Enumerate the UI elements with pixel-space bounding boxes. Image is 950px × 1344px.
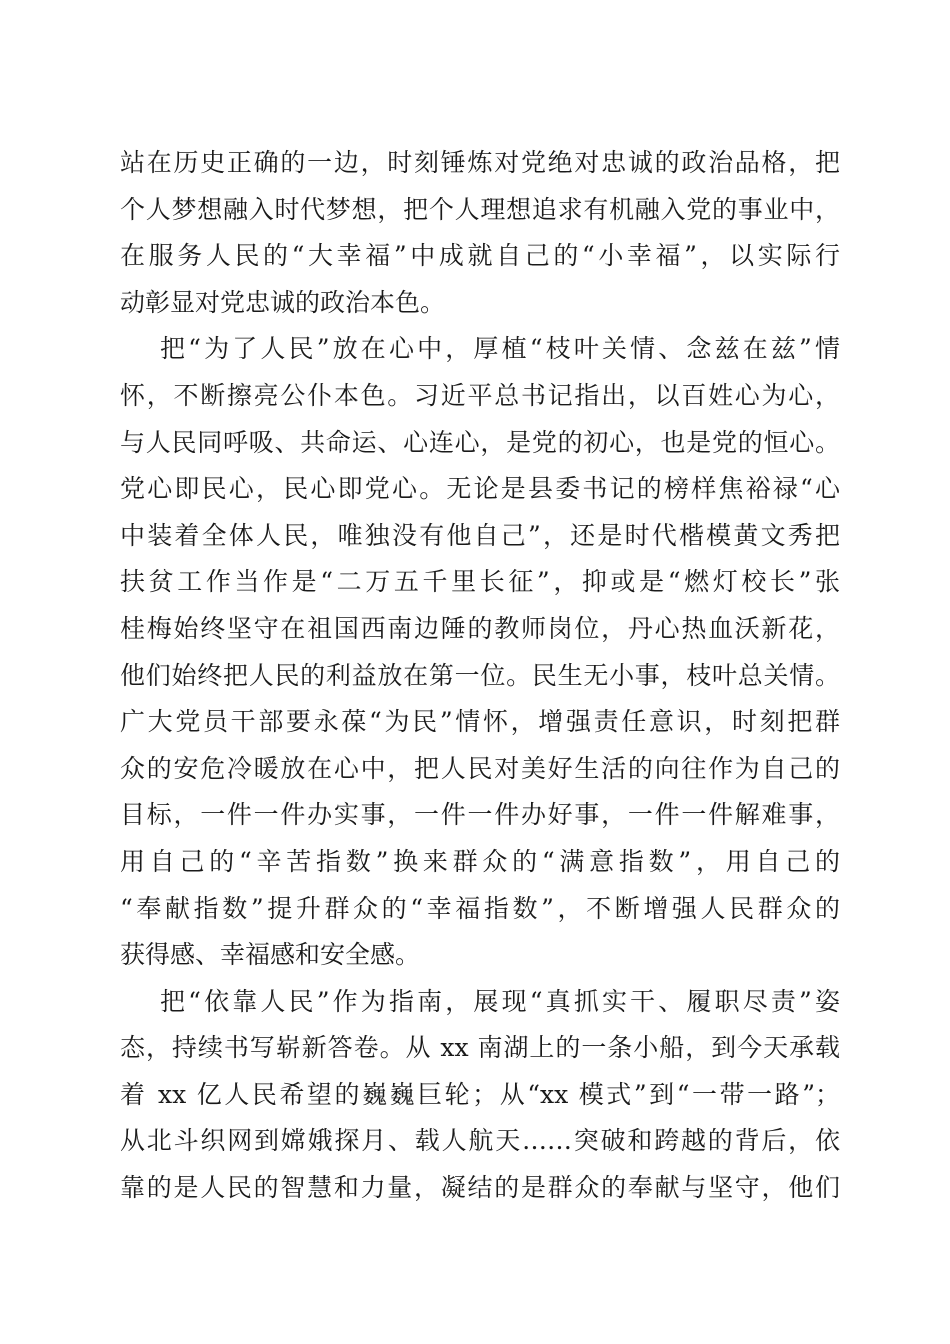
- text-line: 个人梦想融入时代梦想，把个人理想追求有机融入党的事业中，: [120, 194, 840, 224]
- text-line: 在服务人民的“大幸福”中成就自己的“小幸福”，以实际行: [120, 241, 840, 271]
- text-line: 众的安危冷暖放在心中，把人民对美好生活的向往作为自己的: [120, 753, 840, 783]
- text-line: 中装着全体人民，唯独没有他自己”，还是时代楷模黄文秀把: [120, 520, 840, 550]
- text-line: 获得感、幸福感和安全感。: [120, 940, 421, 970]
- text-line: 态，持续书写崭新答卷。从 xx 南湖上的一条小船，到今天承载: [120, 1033, 840, 1063]
- text-line: 党心即民心，民心即党心。无论是县委书记的榜样焦裕禄“心: [120, 474, 840, 504]
- text-line: 站在历史正确的一边，时刻锤炼对党绝对忠诚的政治品格，把: [120, 148, 840, 177]
- paragraph-first-line: 把“依靠人民”作为指南，展现“真抓实干、履职尽责”姿: [160, 986, 840, 1016]
- text-line: 从北斗织网到嫦娥探月、载人航天……突破和跨越的背后，依: [120, 1126, 840, 1156]
- text-line: 广大党员干部要永葆“为民”情怀，增强责任意识，时刻把群: [120, 707, 840, 737]
- text-line: “奉献指数”提升群众的“幸福指数”，不断增强人民群众的: [120, 893, 840, 923]
- text-line: 动彰显对党忠诚的政治本色。: [120, 287, 446, 317]
- text-line: 目标，一件一件办实事，一件一件办好事，一件一件解难事，: [120, 800, 840, 830]
- text-line: 扶贫工作当作是“二万五千里长征”，抑或是“燃灯校长”张: [120, 567, 840, 597]
- body-text: [120, 140, 840, 1212]
- text-line: 与人民同呼吸、共命运、心连心，是党的初心，也是党的恒心。: [120, 427, 840, 457]
- text-line: 靠的是人民的智慧和力量，凝结的是群众的奉献与坚守，他们: [120, 1173, 840, 1203]
- text-line: 用自己的“辛苦指数”换来群众的“满意指数”，用自己的: [120, 846, 840, 876]
- text-line: 怀，不断擦亮公仆本色。习近平总书记指出，以百姓心为心，: [120, 380, 840, 410]
- text-line: 着 xx 亿人民希望的巍巍巨轮；从“xx 模式”到“一带一路”；: [120, 1079, 840, 1109]
- paragraph-first-line: 把“为了人民”放在心中，厚植“枝叶关情、念兹在兹”情: [160, 334, 840, 364]
- text-line: 桂梅始终坚守在祖国西南边陲的教师岗位，丹心热血沃新花，: [120, 613, 840, 643]
- text-line: 他们始终把人民的利益放在第一位。民生无小事，枝叶总关情。: [120, 660, 840, 690]
